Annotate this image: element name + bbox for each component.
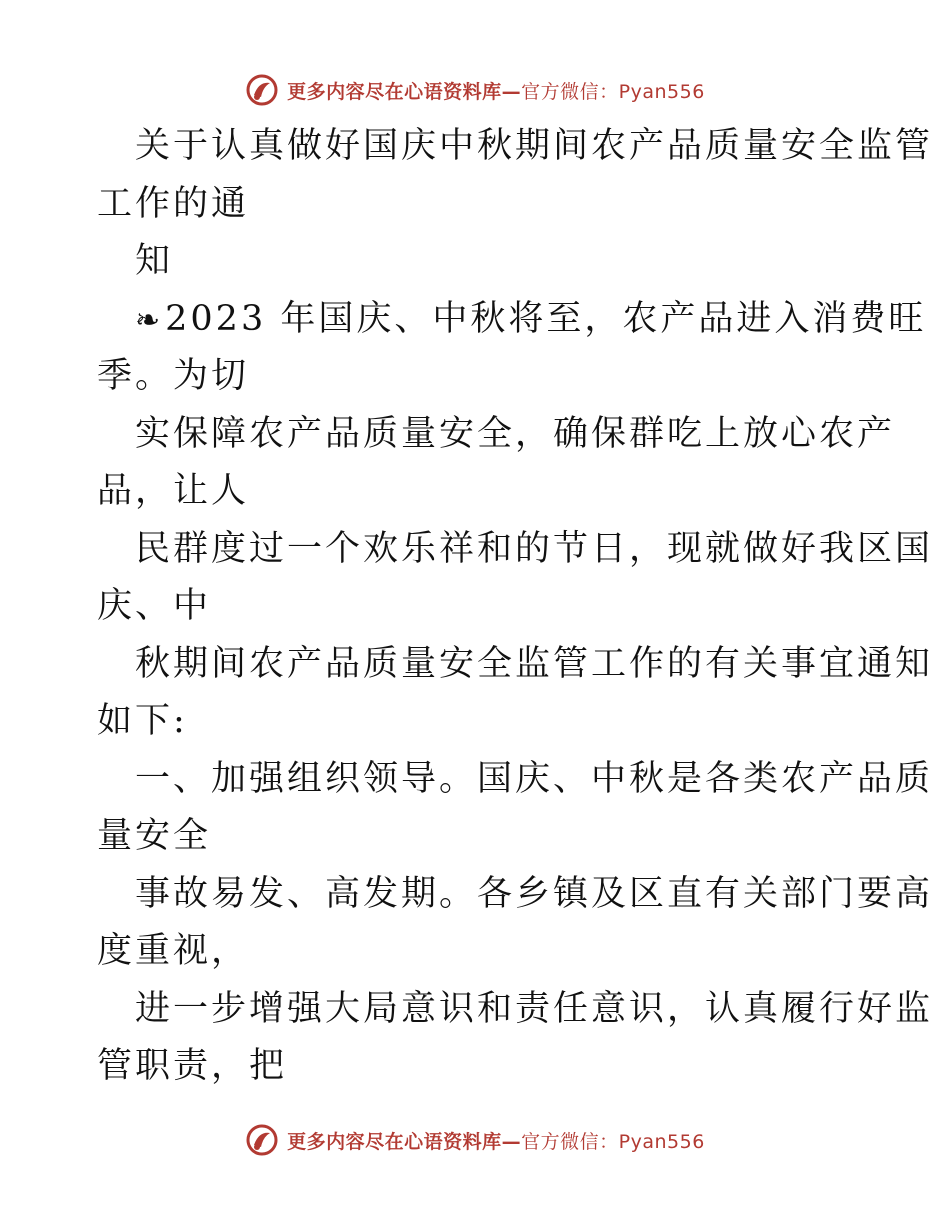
seal-logo-icon [245, 73, 279, 107]
line-text: 2023 年国庆、中秋将至，农产品进入消费旺 [165, 298, 927, 339]
line-text: 工作的通 [97, 183, 250, 224]
line-text: 事故易发、高发期。各乡镇及区直有关部门要高 [135, 873, 934, 914]
ornament-icon: ❧ [135, 302, 164, 338]
text-line [97, 348, 857, 406]
text-line [97, 1038, 857, 1096]
text-line [97, 291, 927, 349]
text-line [97, 923, 857, 981]
line-text: 知 [135, 241, 174, 281]
line-text: 如下: [97, 701, 188, 741]
line-text: 品，让人 [97, 471, 250, 511]
text-line [97, 233, 857, 291]
text-line [97, 636, 934, 694]
text-line [97, 521, 934, 579]
text-line [97, 751, 934, 809]
line-text: 进一步增强大局意识和责任意识，认真履行好监 [135, 988, 934, 1029]
text-line [97, 866, 934, 924]
line-text: 度重视， [97, 931, 250, 971]
line-text: 民群度过一个欢乐祥和的节日，现就做好我区国 [135, 528, 934, 569]
line-text: 季。为切 [97, 356, 250, 396]
text-line [97, 981, 934, 1039]
text-line [97, 118, 934, 176]
watermark-text: 更多内容尽在心语资料库—官方微信：Pyan556 [287, 1130, 705, 1153]
text-line [97, 463, 857, 521]
line-text: 庆、中 [97, 586, 212, 626]
text-line [97, 406, 896, 464]
watermark-text: 更多内容尽在心语资料库—官方微信：Pyan556 [287, 80, 705, 103]
line-text: 秋期间农产品质量安全监管工作的有关事宜通知 [135, 643, 934, 684]
line-text: 量安全 [97, 816, 212, 856]
footer-watermark [0, 1120, 950, 1160]
line-text: 管职责，把 [97, 1046, 288, 1086]
line-text: 实保障农产品质量安全，确保群吃上放心农产 [135, 413, 896, 454]
document-body [97, 118, 934, 1096]
text-line [97, 808, 857, 866]
seal-logo-icon [245, 1123, 279, 1157]
text-line [97, 693, 857, 751]
text-line [97, 578, 857, 636]
line-text: 关于认真做好国庆中秋期间农产品质量安全监管 [135, 126, 934, 166]
text-line [97, 176, 857, 234]
line-text: 一、加强组织领导。国庆、中秋是各类农产品质 [135, 758, 934, 799]
header-watermark [0, 70, 950, 110]
